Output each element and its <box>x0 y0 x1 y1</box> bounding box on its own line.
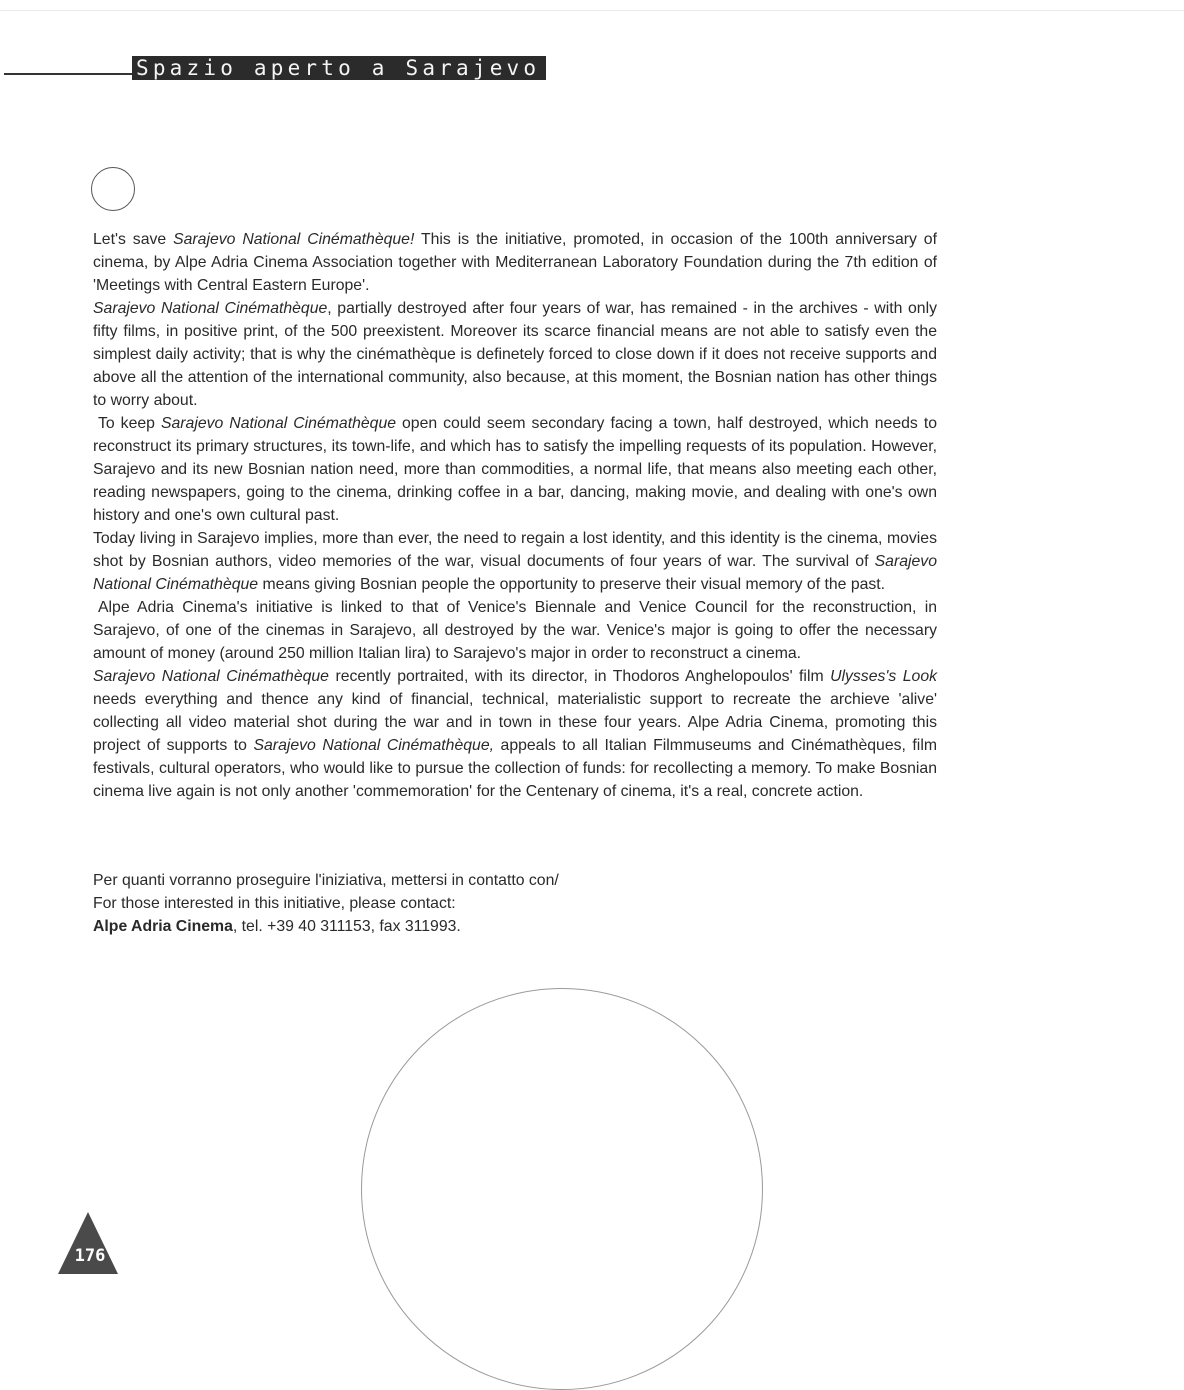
p2-text: , partially destroyed after four years of war, has remained - in the archives - with only fifty films, in positive print, of the 500 preexistent. Moreover its scarce financial means are not able to satisfy even the simplest daily activity; that is why the cinémathèque is definetely forced to close down if it does not receive supports and above all the attention of the international community, also because, at this moment, the Bosnian nation has other things to worry about. <box>93 300 937 409</box>
page-number-badge <box>57 1210 119 1276</box>
p2-title-italic: Sarajevo National Cinémathèque <box>93 300 328 317</box>
top-scan-line <box>0 10 1184 11</box>
p1-title-italic: Sarajevo National Cinémathèque! <box>173 231 415 248</box>
p4-title-italic: Sarajevo National Cinémathèque <box>93 553 937 593</box>
p6-text-b: needs everything and thence any kind of financial, technical, materialistic support to recreate the archieve 'alive' collecting all video material shot during the war and in town in these four years. Alpe Adria Cinema, promoting this project of supports to <box>93 691 937 754</box>
p1-text: This is the initiative, promoted, in occasion of the 100th anniversary of cinema, by Alpe Adria Cinema Association together with Mediterranean Laboratory Foundation during the 7th edition of 'Meetings with Central Eastern Europe'. <box>93 231 937 294</box>
contact-block <box>93 869 793 938</box>
circle-ornament-small <box>91 167 135 211</box>
p6-film-italic: Ulysses's Look <box>830 668 938 685</box>
p6-title-italic: Sarajevo National Cinémathèque <box>93 668 329 685</box>
article-body <box>93 228 937 803</box>
p3-title-italic: Sarajevo National Cinémathèque <box>160 415 397 432</box>
circle-ornament-large <box>361 988 763 1390</box>
contact-phone-fax: , tel. +39 40 311153, fax 311993. <box>232 918 461 935</box>
p3-text: open could seem secondary facing a town, half destroyed, which needs to reconstruct its primary structures, its town-life, and which has to satisfy the impelling requests of its population. However, Sarajevo and its new Bosnian nation need, more than commodities, a normal life, that means also meeting each other, reading newspapers, going to the cinema, drinking coffee in a bar, dancing, making movie, and dealing with one's own history and one's own cultural past. <box>93 415 937 524</box>
paragraph-4 <box>93 527 937 596</box>
paragraph-2 <box>93 297 937 412</box>
header-rule <box>4 73 134 75</box>
p6-text-a: recently portraited, with its director, in Thodoros Anghelopoulos' film <box>328 668 831 685</box>
p3-pre: To keep <box>98 415 161 432</box>
contact-details <box>93 915 793 938</box>
p6-title-italic-2: Sarajevo National Cinémathèque, <box>253 737 494 754</box>
p6-text-c: appeals to all Italian Filmmuseums and Cinémathèques, film festivals, cultural operators, who would like to pursue the collection of funds: for recollecting a memory. To make Bosnian cinema live again is not only another 'commemoration' for the Centenary of cinema, it's a real, concrete action. <box>93 737 937 800</box>
section-title: Spazio aperto a Sarajevo <box>132 56 546 80</box>
paragraph-6 <box>93 665 937 803</box>
p1-pre: Let's save <box>93 231 174 248</box>
page-number: 176 <box>74 1246 106 1266</box>
contact-name: Alpe Adria Cinema <box>93 918 233 935</box>
paragraph-1 <box>93 228 937 297</box>
p5-text: Alpe Adria Cinema's initiative is linked to that of Venice's Biennale and Venice Council for the reconstruction, in Sarajevo, of one of the cinemas in Sarajevo, all destroyed by the war. Venice's major is going to offer the necessary amount of money (around 250 million Italian lira) to Sarajevo's major in order to reconstruct a cinema. <box>93 599 937 662</box>
p4-post: means giving Bosnian people the opportunity to preserve their visual memory of the past. <box>258 576 886 593</box>
p4-text: Today living in Sarajevo implies, more than ever, the need to regain a lost identity, and this identity is the cinema, movies shot by Bosnian authors, video memories of the war, visual documents of four years of war. The survival of <box>93 530 937 570</box>
contact-line-italian: Per quanti vorranno proseguire l'iniziativa, mettersi in contatto con/ <box>93 872 559 889</box>
paragraph-5 <box>93 596 937 665</box>
contact-line-english: For those interested in this initiative, please contact: <box>93 895 456 912</box>
paragraph-3 <box>93 412 937 527</box>
